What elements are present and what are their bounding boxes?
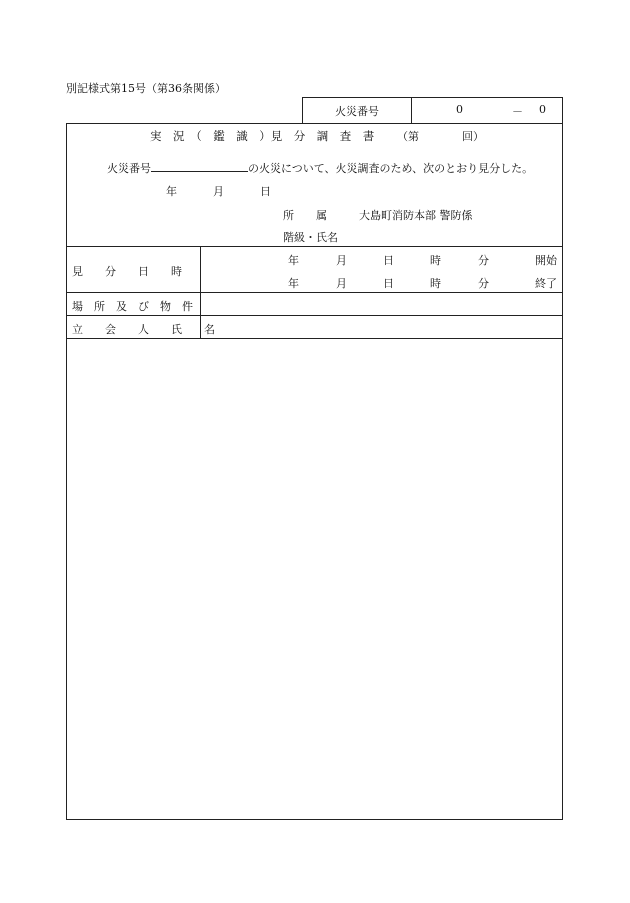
date-year: 年: [166, 185, 177, 198]
start-marker: 開始: [535, 254, 557, 267]
date-month: 月: [213, 185, 224, 198]
main-frame-left-border: [66, 123, 67, 819]
fire-number-value-right[interactable]: 0: [539, 103, 546, 116]
fire-number-box-divider: [411, 97, 412, 123]
end-minute-label: 分: [478, 277, 489, 290]
end-day-label: 日: [383, 277, 394, 290]
main-frame-right-border: [562, 97, 563, 819]
start-year-label: 年: [288, 254, 299, 267]
statement-fire-number-blank[interactable]: [151, 160, 248, 172]
witness-name-field[interactable]: [202, 317, 561, 337]
start-month-label: 月: [336, 254, 347, 267]
affiliation-value[interactable]: 大島町消防本部 警防係: [359, 209, 473, 222]
end-marker: 終了: [535, 277, 557, 290]
form-number-label: 別記様式第15号（第36条関係）: [66, 82, 226, 95]
affiliation-label: 所 属: [283, 209, 327, 222]
fire-number-value-left[interactable]: 0: [456, 103, 463, 116]
main-frame-top-border: [66, 123, 563, 124]
end-hour-label: 時: [430, 277, 441, 290]
start-minute-label: 分: [478, 254, 489, 267]
start-day-label: 日: [383, 254, 394, 267]
title-round-suffix: 回）: [462, 130, 484, 143]
table-row-divider-1: [66, 292, 563, 293]
inspection-datetime-label: 見 分 日 時: [72, 265, 182, 278]
table-row-divider-2: [66, 315, 563, 316]
statement-prefix: 火災番号: [107, 162, 151, 175]
table-row-divider-3: [66, 338, 563, 339]
start-hour-label: 時: [430, 254, 441, 267]
fire-number-box-top-border: [302, 97, 563, 98]
place-objects-label: 場 所 及 び 物 件: [72, 300, 193, 313]
document-title: 実 況 （ 鑑 識 ）見 分 調 査 書: [150, 129, 375, 143]
date-day: 日: [260, 185, 271, 198]
statement-line: [107, 160, 533, 176]
end-month-label: 月: [336, 277, 347, 290]
statement-suffix: の火災について、火災調査のため、次のとおり見分した。: [248, 162, 534, 175]
rank-name-label: 階級・氏名: [283, 231, 338, 244]
table-top-border: [66, 246, 563, 247]
end-year-label: 年: [288, 277, 299, 290]
main-frame-bottom-border: [66, 819, 563, 820]
fire-number-separator: －: [512, 105, 523, 118]
findings-body-area[interactable]: [68, 341, 561, 817]
fire-number-label: 火災番号: [335, 105, 379, 118]
witness-name-label: 立 会 人 氏 名: [72, 323, 215, 336]
place-objects-field[interactable]: [202, 294, 561, 314]
title-round-prefix: （第: [397, 130, 419, 143]
